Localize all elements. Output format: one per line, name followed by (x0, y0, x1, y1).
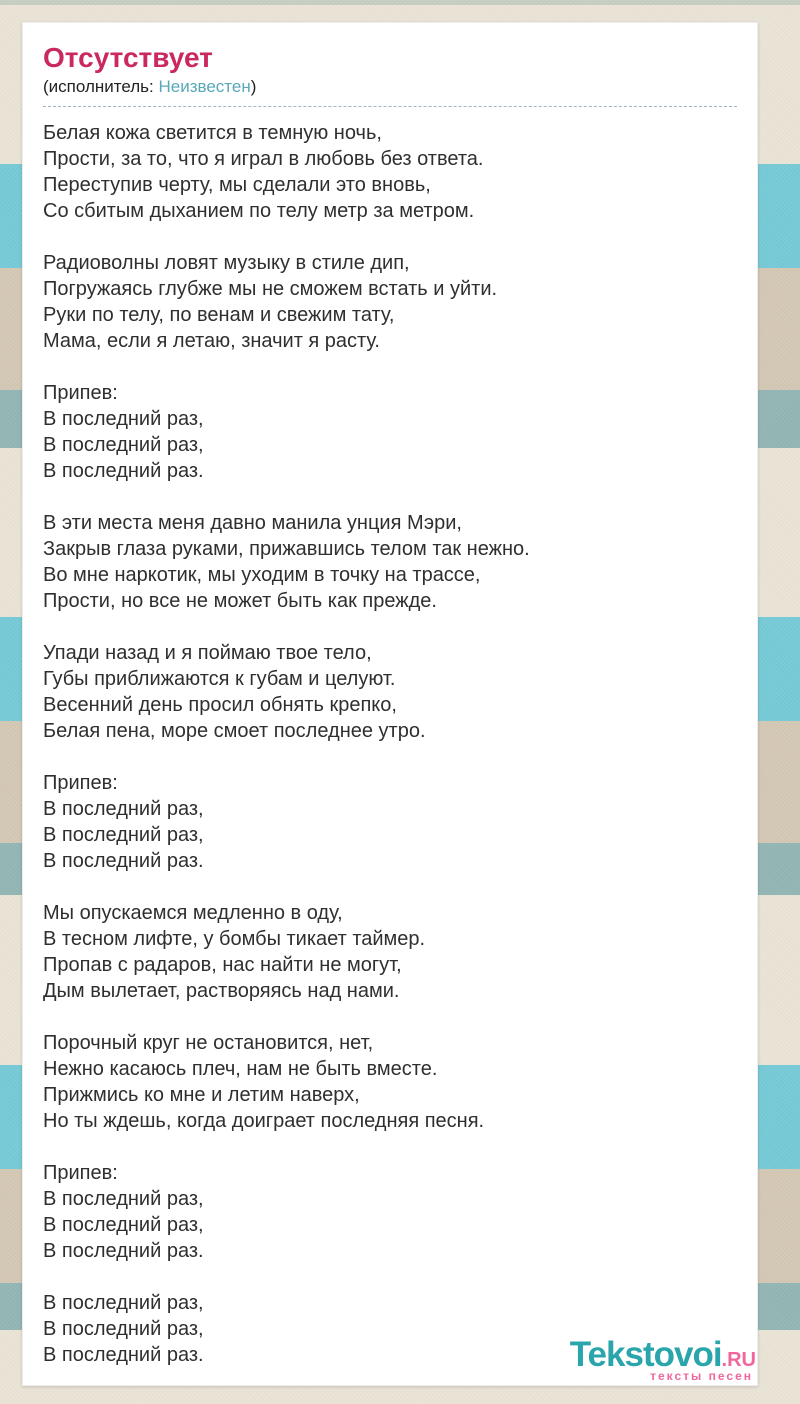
lyrics-text (43, 120, 737, 1368)
lyrics-line: Припев: (43, 382, 118, 404)
lyrics-line: В эти места меня давно манила унция Мэри, (43, 512, 462, 534)
site-logo-tld: .RU (721, 1349, 756, 1371)
lyrics-line: Порочный круг не остановится, нет, (43, 1032, 374, 1054)
lyrics-line: Упади назад и я поймаю твое тело, (43, 642, 372, 664)
lyrics-line (43, 484, 737, 510)
lyrics-line: В последний раз. (43, 850, 204, 872)
lyrics-line: Мы опускаемся медленно в оду, (43, 902, 343, 924)
lyrics-line: Радиоволны ловят музыку в стиле дип, (43, 252, 410, 274)
lyrics-line: Губы приближаются к губам и целуют. (43, 668, 396, 690)
lyrics-line: Мама, если я летаю, значит я расту. (43, 330, 380, 352)
lyrics-line: Дым вылетает, растворяясь над нами. (43, 980, 400, 1002)
lyrics-line (43, 1264, 737, 1290)
lyrics-line: Весенний день просил обнять крепко, (43, 694, 397, 716)
lyrics-line: Но ты ждешь, когда доиграет последняя песня. (43, 1110, 485, 1132)
lyrics-line: Пропав с радаров, нас найти не могут, (43, 954, 402, 976)
lyrics-line: Припев: (43, 1162, 118, 1184)
lyrics-line: Переступив черту, мы сделали это вновь, (43, 174, 431, 196)
lyrics-line: В последний раз. (43, 460, 204, 482)
lyrics-card (22, 22, 758, 1386)
lyrics-line: Белая пена, море смоет последнее утро. (43, 720, 426, 742)
lyrics-line: Прости, но все не может быть как прежде. (43, 590, 437, 612)
lyrics-line: В последний раз, (43, 798, 204, 820)
lyrics-line (43, 354, 737, 380)
lyrics-line: Руки по телу, по венам и свежим тату, (43, 304, 395, 326)
lyrics-line: В последний раз, (43, 1188, 204, 1210)
lyrics-line: В последний раз. (43, 1344, 204, 1366)
lyrics-line: Во мне наркотик, мы уходим в точку на трассе, (43, 564, 481, 586)
lyrics-line: Нежно касаюсь плеч, нам не быть вместе. (43, 1058, 438, 1080)
lyrics-line: Закрыв глаза руками, прижавшись телом так нежно. (43, 538, 530, 560)
lyrics-line (43, 1134, 737, 1160)
artist-label-prefix: (исполнитель: (43, 77, 159, 96)
lyrics-line: В последний раз, (43, 1214, 204, 1236)
lyrics-line: В последний раз, (43, 1318, 204, 1340)
site-logo-tagline: тексты песен (650, 1369, 753, 1383)
lyrics-line (43, 1004, 737, 1030)
artist-link[interactable]: Неизвестен (158, 77, 251, 96)
site-logo[interactable] (570, 1337, 756, 1382)
lyrics-line (43, 744, 737, 770)
lyrics-line: Со сбитым дыханием по телу метр за метром. (43, 200, 475, 222)
lyrics-line: В последний раз, (43, 408, 204, 430)
lyrics-line (43, 224, 737, 250)
lyrics-line: Припев: (43, 772, 118, 794)
lyrics-line: В тесном лифте, у бомбы тикает таймер. (43, 928, 426, 950)
lyrics-line: В последний раз, (43, 434, 204, 456)
page-title: Отсутствует (43, 42, 213, 73)
site-logo-wordmark: Tekstovoi (569, 1335, 722, 1374)
lyrics-line: Прости, за то, что я играл в любовь без ответа. (43, 148, 484, 170)
lyrics-line: В последний раз, (43, 824, 204, 846)
lyrics-line: В последний раз, (43, 1292, 204, 1314)
artist-line (43, 77, 737, 107)
lyrics-line: Белая кожа светится в темную ночь, (43, 122, 382, 144)
lyrics-line (43, 874, 737, 900)
lyrics-line: Погружаясь глубже мы не сможем встать и уйти. (43, 278, 498, 300)
artist-label-suffix: ) (250, 77, 257, 96)
lyrics-line: В последний раз. (43, 1240, 204, 1262)
lyrics-line (43, 614, 737, 640)
lyrics-line: Прижмись ко мне и летим наверх, (43, 1084, 360, 1106)
